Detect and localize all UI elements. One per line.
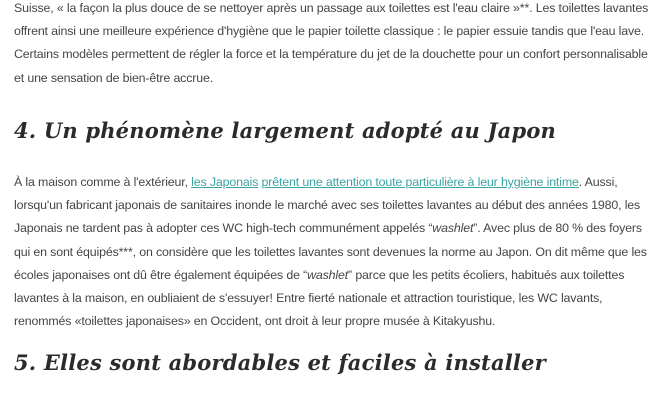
section-5-heading: 5. Elles sont abordables et faciles à installer <box>14 350 546 375</box>
intro-paragraph <box>14 0 650 90</box>
section-4-text-after-link: . Aussi, lorsqu'un fabricant japonais de sanitaires inonde le marché avec ses toilettes lavantes au début des années 1980, les Japonais ne tardent pas à adopter ces WC high-tech communément appelés “ <box>14 175 641 236</box>
section-4-text-start: À la maison comme à l'extérieur, <box>14 175 192 189</box>
link-hygiene-intime[interactable]: prêtent une attention toute particulière à leur hygiène intime <box>261 175 579 189</box>
intro-text: Suisse, « la façon la plus douce de se nettoyer après un passage aux toilettes est l'eau claire »**. Les toilettes lavantes offrent ainsi une meilleure expérience d'hygiène que le papier toilette classique : le papier essuie tandis que l'eau lave. Certains modèles permettent de régler la force et la température du jet de la douchette pour un confort personnalisable et une sensation de bien-être accrue. <box>14 1 649 85</box>
washlet-term-2: washlet <box>307 267 349 282</box>
washlet-term-1: washlet <box>432 221 474 236</box>
link-les-japonais[interactable]: les Japonais <box>191 175 259 189</box>
section-4-text-end: ” parce que les petits écoliers, habitués aux toilettes lavantes à la maison, en oubliaient de s'essuyer! Entre fierté nationale et attraction touristique, les WC lavants, renommés «toilettes japonaises» en Occident, ont droit à leur propre musée à Kitakyushu. <box>14 267 625 329</box>
section-4-text-mid: ”. Avec plus de 80 % des foyers qui en sont équipés***, on considère que les toilettes lavantes sont devenues la norme au Japon. On dit même que les écoles japonaises ont dû être également équipées de “ <box>14 221 647 282</box>
section-4-heading: 4. Un phénomène largement adopté au Japon <box>14 118 557 143</box>
section-4-paragraph <box>14 171 650 333</box>
